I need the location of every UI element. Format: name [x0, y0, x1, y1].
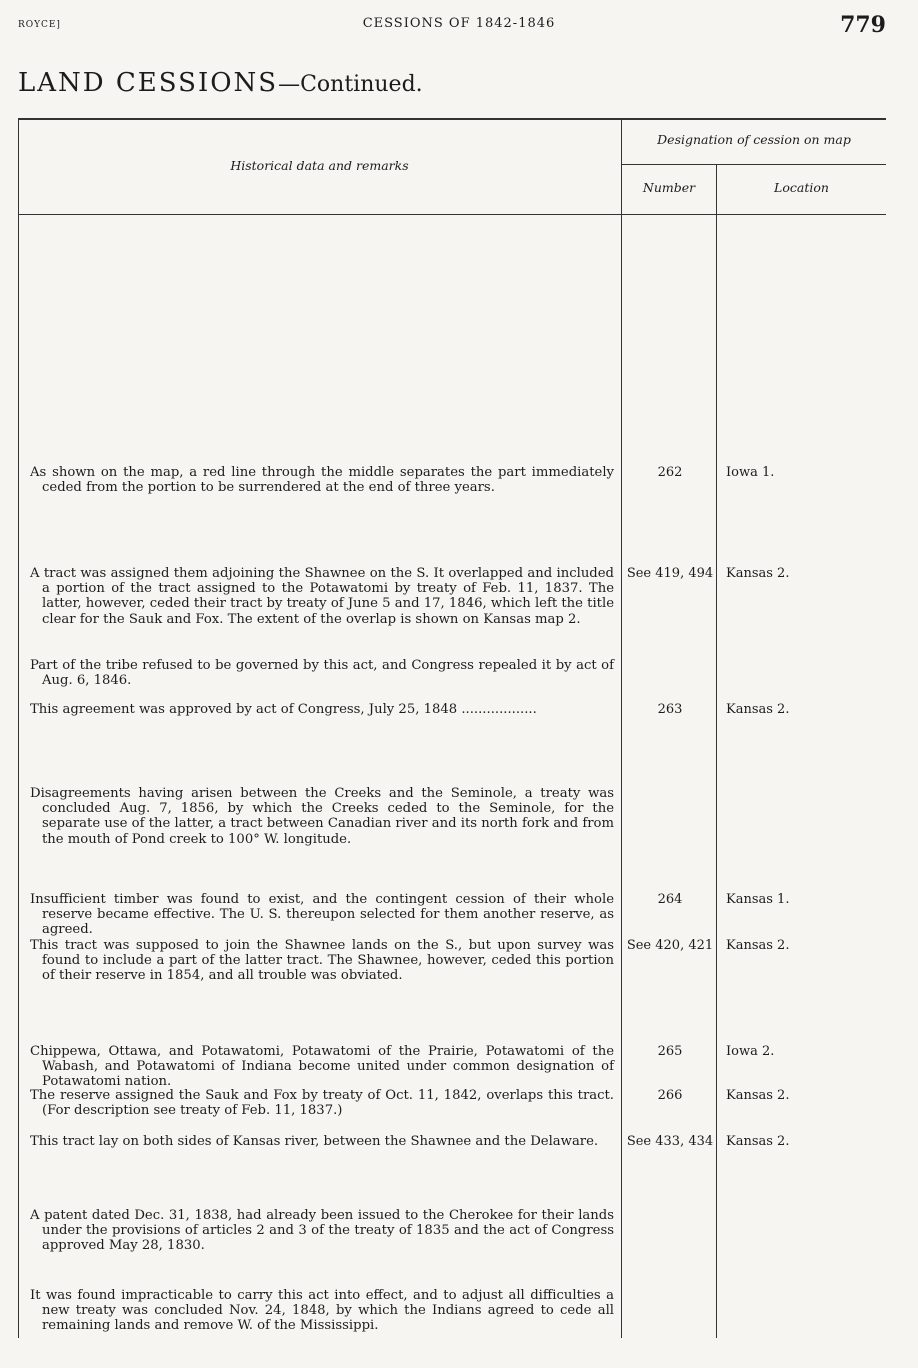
- row-number: 263: [657, 702, 683, 717]
- row-location: Iowa 1.: [726, 465, 775, 480]
- header-remarks: Historical data and remarks: [230, 158, 409, 173]
- row-remarks: Disagreements having arisen between the Creeks and the Seminole, a treaty was concluded Aug. 7, 1856, by which the Creeks ceded to the Seminole, for the separate use of the latter, a tract between Canadian river and its north fork and from the mouth of Pond creek to 100° W. longitude.: [30, 786, 614, 847]
- header-designation: Designation of cession on map: [657, 132, 851, 147]
- row-location: Kansas 2.: [726, 1134, 790, 1149]
- row-number: 264: [657, 892, 683, 907]
- table-top-rule: [18, 118, 886, 120]
- row-remarks: A tract was assigned them adjoining the Shawnee on the S. It overlapped and included a portion of the tract assigned to the Potawatomi by treaty of Feb. 11, 1837. The latter, however, ceded their tract by treaty of June 5 and 17, 1846, which left the title clear for the Sauk and Fox. The extent of the overlap is shown on Kansas map 2.: [30, 566, 614, 627]
- row-remarks: Chippewa, Ottawa, and Potawatomi, Potawatomi of the Prairie, Potawatomi of the Wabash, and Potawatomi of Indiana become united under common designation of Potawatomi nation.: [30, 1044, 614, 1090]
- number-column-rule: [716, 165, 717, 1338]
- header-location: Location: [774, 180, 829, 195]
- header-number: Number: [642, 180, 696, 195]
- row-remarks: The reserve assigned the Sauk and Fox by treaty of Oct. 11, 1842, overlaps this tract. (For description see treaty of Feb. 11, 1837.): [30, 1088, 614, 1119]
- row-remarks: This agreement was approved by act of Congress, July 25, 1848 ..................: [30, 702, 537, 717]
- row-number: 265: [657, 1044, 683, 1059]
- row-number: See 433, 434: [626, 1134, 714, 1149]
- row-number: See 420, 421: [626, 938, 714, 953]
- table-left-rule: [18, 118, 19, 1338]
- row-remarks: A patent dated Dec. 31, 1838, had already been issued to the Cherokee for their lands under the provisions of articles 2 and 3 of the treaty of 1835 and the act of Congress approved May 28, 1830.: [30, 1208, 614, 1254]
- running-head-title: CESSIONS OF 1842-1846: [362, 16, 556, 31]
- row-remarks: Part of the tribe refused to be governed by this act, and Congress repealed it by act of Aug. 6, 1846.: [30, 658, 614, 689]
- row-location: Kansas 1.: [726, 892, 790, 907]
- remarks-column-rule: [621, 118, 622, 1338]
- section-title-main: LAND CESSIONS: [18, 68, 279, 98]
- running-head: [0, 12, 918, 40]
- section-title: [18, 68, 423, 98]
- row-number: 266: [657, 1088, 683, 1103]
- section-title-suffix: —Continued.: [278, 72, 423, 97]
- row-remarks: Insufficient timber was found to exist, and the contingent cession of their whole reserve became effective. The U. S. thereupon selected for them another reserve, as agreed.: [30, 892, 614, 938]
- row-remarks: As shown on the map, a red line through the middle separates the part immediately ceded from the portion to be surrendered at the end of three years.: [30, 465, 614, 496]
- row-location: Kansas 2.: [726, 1088, 790, 1103]
- row-number: 262: [657, 465, 683, 480]
- row-location: Kansas 2.: [726, 702, 790, 717]
- row-location: Iowa 2.: [726, 1044, 775, 1059]
- row-number: See 419, 494: [626, 566, 714, 581]
- page-number: 779: [840, 12, 886, 38]
- row-location: Kansas 2.: [726, 938, 790, 953]
- row-location: Kansas 2.: [726, 566, 790, 581]
- row-remarks: This tract was supposed to join the Shawnee lands on the S., but upon survey was found to include a part of the latter tract. The Shawnee, however, ceded this portion of their reserve in 1854, and all trouble was obviated.: [30, 938, 614, 984]
- header-bottom-rule: [18, 214, 886, 215]
- land-cessions-table: [18, 118, 886, 1338]
- designation-rule: [622, 164, 886, 165]
- row-remarks: This tract lay on both sides of Kansas river, between the Shawnee and the Delaware.: [30, 1134, 599, 1149]
- running-head-author: ROYCE]: [18, 20, 61, 30]
- row-remarks: It was found impracticable to carry this act into effect, and to adjust all difficulties a new treaty was concluded Nov. 24, 1848, by which the Indians agreed to cede all remaining lands and remove W. of the Mississippi.: [30, 1288, 614, 1334]
